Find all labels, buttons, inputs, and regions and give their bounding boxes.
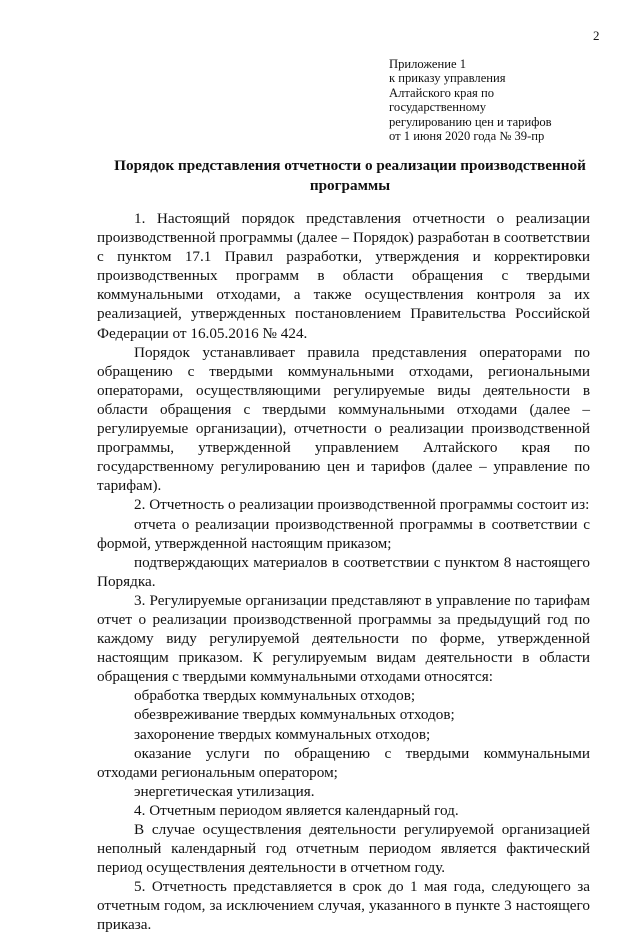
list-item: захоронение твердых коммунальных отходов; [134, 725, 431, 743]
appendix-reference [389, 57, 619, 143]
list-item: энергетическая утилизация. [134, 782, 315, 800]
appendix-line: Приложение 1 [389, 57, 467, 71]
paragraph-1: 1. Настоящий порядок представления отчетности о реализации производственной программы (далее – Порядок) разработан в соответствии с пунктом 17.1 Правил разработки, утверждения и корректировки производственных программ в области обращения с твердыми коммунальными отходами, а также осуществления контроля за их реализацией, утвержденных постановлением Правительства Российской Федерации от 16.05.2016 № 424. [97, 210, 590, 342]
paragraph-4-note: В случае осуществления деятельности регулируемой организацией неполный календарный год отчетным периодом является фактический период осуществления деятельности в отчетном году. [97, 821, 590, 877]
document-title: Порядок представления отчетности о реализации производственной программы [114, 157, 586, 194]
list-item: оказание услуги по обращению с твердыми коммунальными отходами региональным оператором; [97, 744, 590, 781]
appendix-line: государственному [389, 100, 487, 115]
paragraph-2: 2. Отчетность о реализации производственной программы состоит из: [134, 496, 590, 514]
appendix-line: Алтайского края по [389, 85, 495, 100]
appendix-line: от 1 июня 2020 года № 39-пр [389, 129, 545, 144]
paragraph-scope: Порядок устанавливает правила представления операторами по обращению с твердыми коммунальными отходами, региональными операторами, осуществляющими регулируемые виды деятельности в области обращения с твердыми коммунальными отходами (далее – регулируемые организации), отчетности о реализации производственной программы, утвержденной управлением Алтайского края по государственному регулированию цен и тарифов (далее – управление по тарифам). [97, 343, 590, 495]
appendix-line: регулированию цен и тарифов [389, 114, 552, 129]
list-item: обезвреживание твердых коммунальных отходов; [134, 706, 455, 724]
list-item: подтверждающих материалов в соответствии с пунктом 8 настоящего Порядка. [97, 553, 590, 590]
list-item: отчета о реализации производственной программы в соответствии с формой, утвержденной настоящим приказом; [97, 515, 590, 552]
paragraph-3: 3. Регулируемые организации представляют в управление по тарифам отчет о реализации производственной программы за предыдущий год по каждому виду регулируемой деятельности по форме, утвержденной настоящим приказом. К регулируемым видам деятельности в области обращения с твердыми коммунальными отходами относятся: [97, 591, 590, 686]
list-item: обработка твердых коммунальных отходов; [134, 687, 416, 705]
appendix-line: к приказу управления [389, 71, 506, 86]
paragraph-5: 5. Отчетность представляется в срок до 1 мая года, следующего за отчетным годом, за исключением случая, указанного в пункте 3 настоящего приказа. [97, 878, 590, 934]
page-number: 2 [593, 28, 600, 43]
document-body [97, 209, 590, 935]
paragraph-4: 4. Отчетным периодом является календарный год. [134, 801, 459, 819]
